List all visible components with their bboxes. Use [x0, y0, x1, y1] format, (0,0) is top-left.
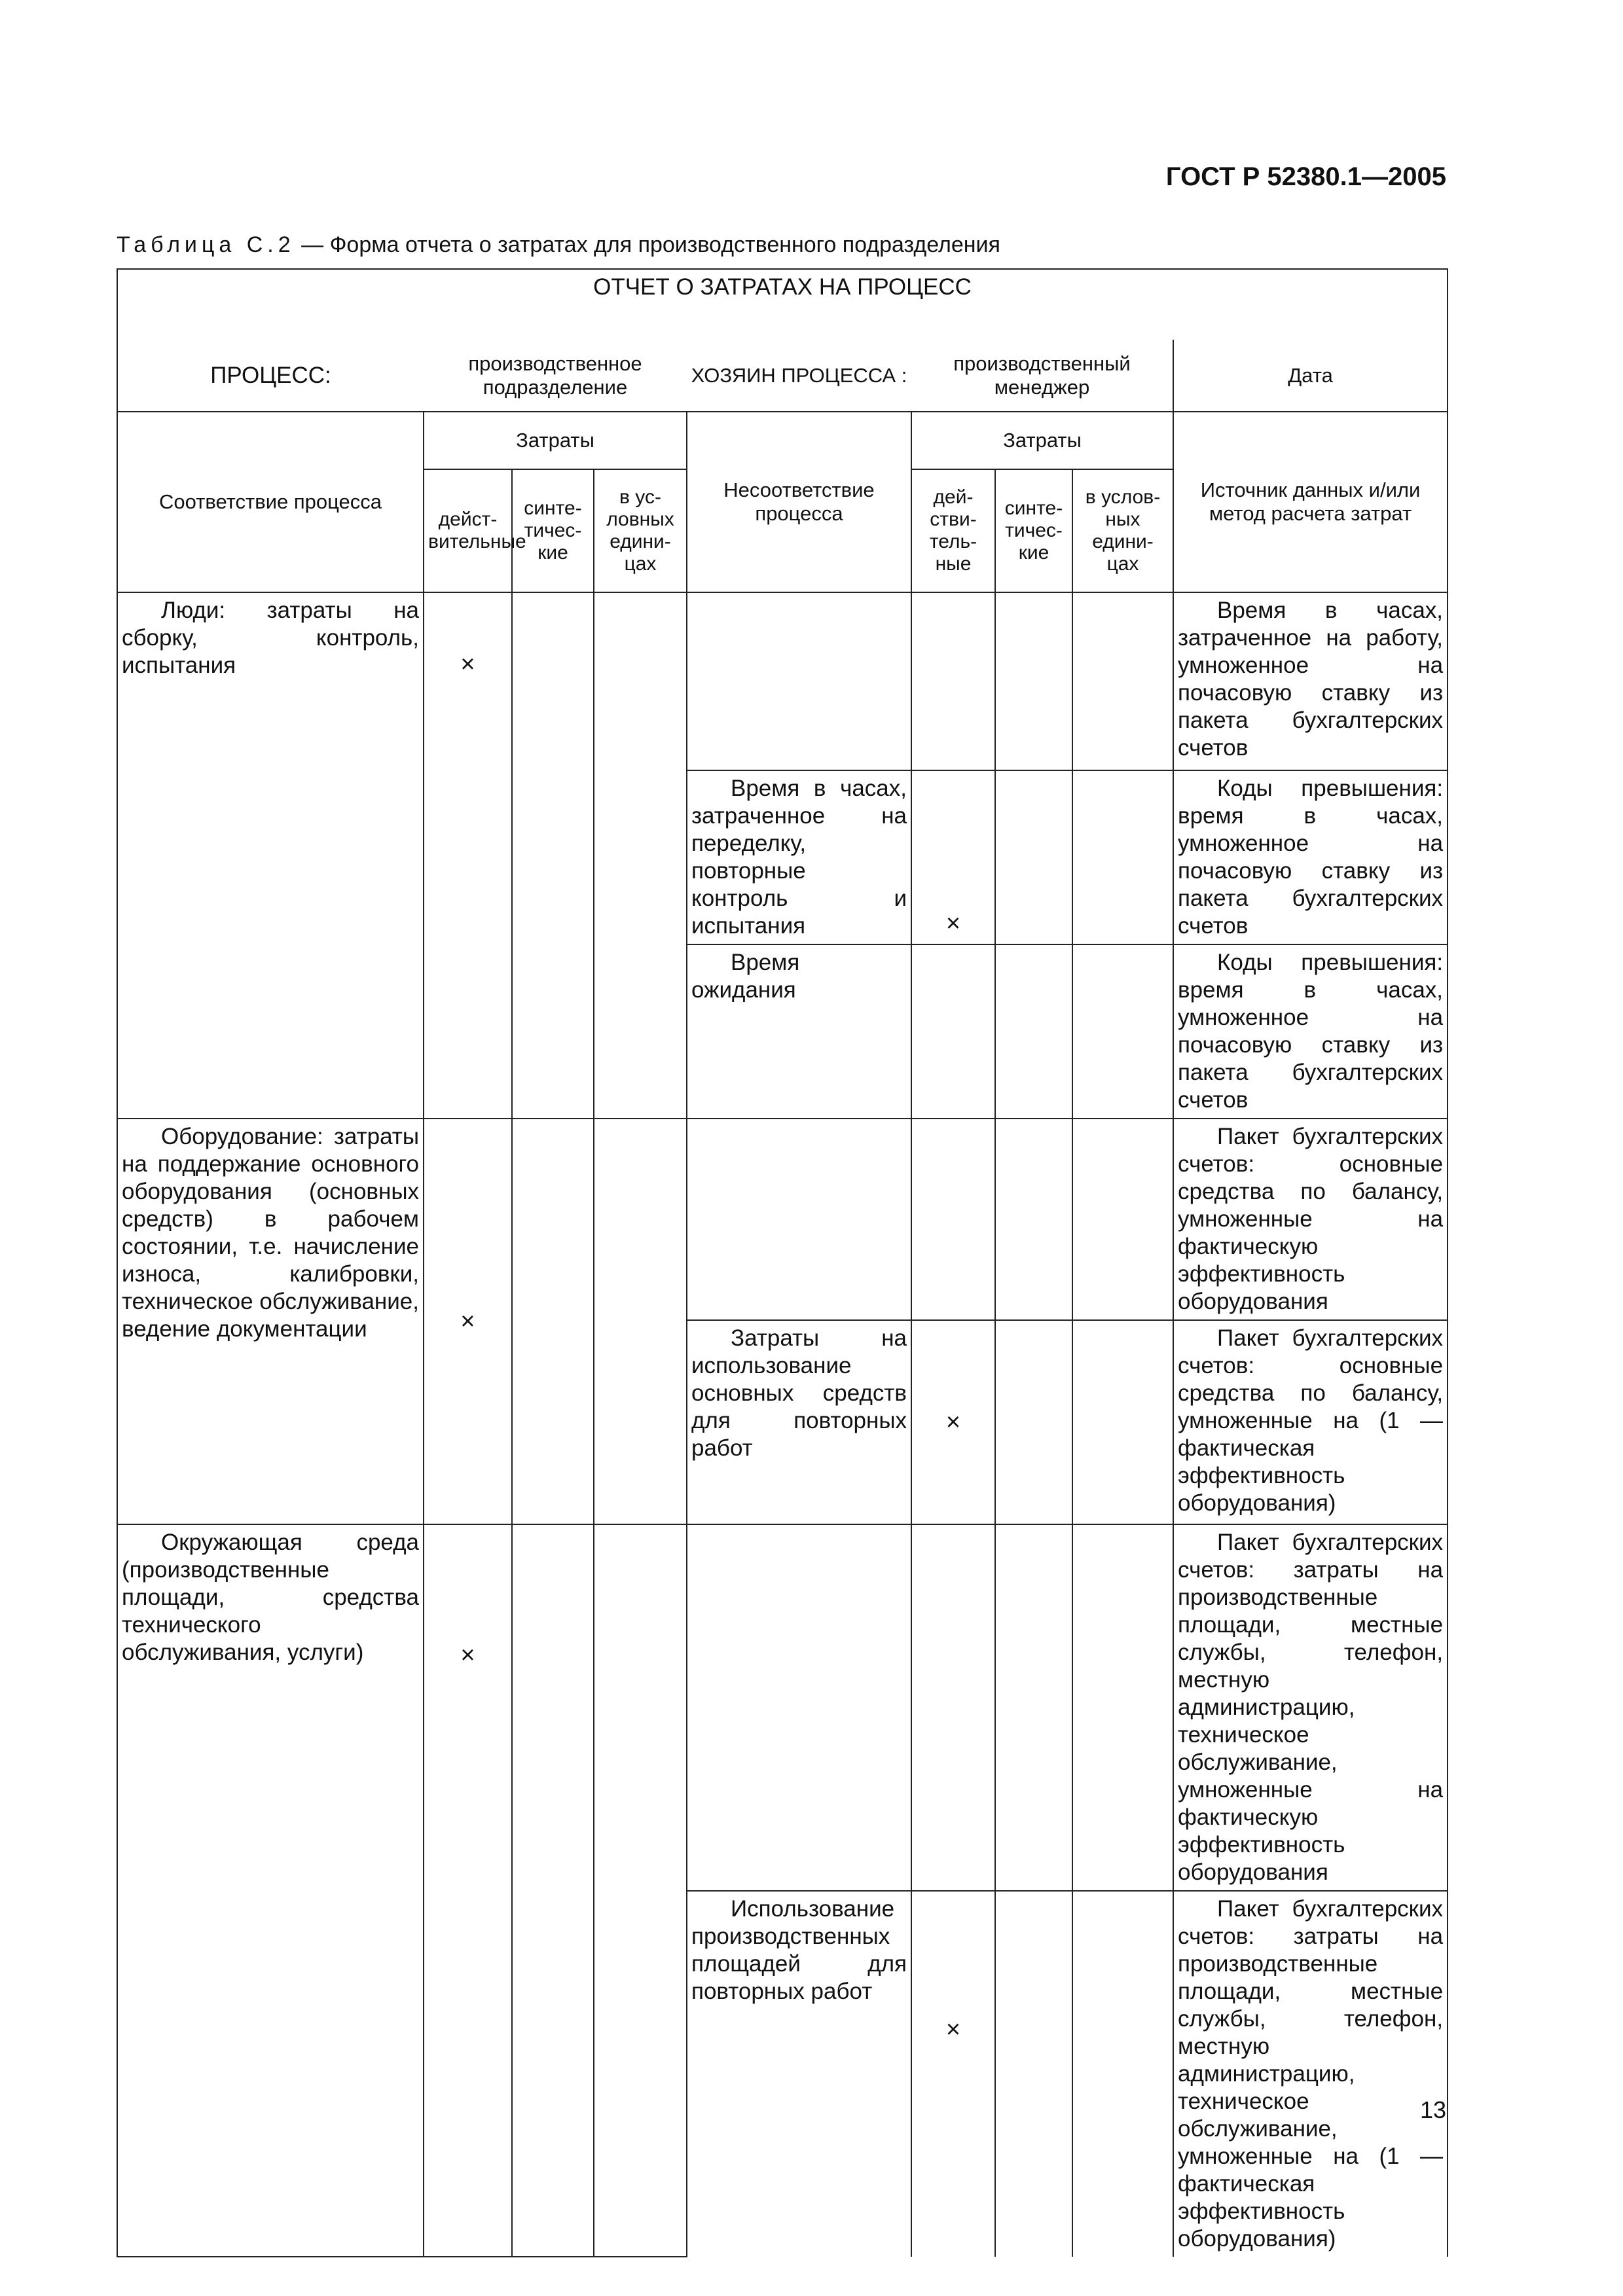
- environment-nonconformance-rework: Использование производственных площадей для повторных работ: [687, 1891, 911, 2257]
- environment-conformance: Окружающая среда (производственные площади, средства технического обслуживания, услуги): [117, 1524, 424, 2257]
- process-label: ПРОЦЕСС:: [117, 340, 424, 412]
- sub-header-synthetic-right: синте-тичес-кие: [995, 469, 1072, 592]
- equipment-nonconformance-rework: Затраты на использование основных средств для повторных работ: [687, 1320, 911, 1524]
- page-number: 13: [1419, 2096, 1446, 2123]
- nonconformance-header: Несоответствие процесса: [687, 412, 911, 592]
- environment-mark: ×: [424, 1524, 512, 2257]
- date-label: Дата: [1173, 340, 1448, 412]
- sub-header-actual-left: дейст-вительные: [424, 469, 512, 592]
- environment-rework-mark: ×: [911, 1891, 995, 2257]
- people-mark: ×: [424, 592, 512, 1119]
- process-value: производственное подразделение: [424, 340, 687, 412]
- conformance-header: Соответствие процесса: [117, 412, 424, 592]
- sub-header-actual-right: дей-стви-тель-ные: [911, 469, 995, 592]
- report-title: ОТЧЕТ О ЗАТРАТАХ НА ПРОЦЕСС: [117, 269, 1448, 340]
- standard-code: ГОСТ Р 52380.1—2005: [1165, 162, 1446, 191]
- sub-header-units-right: в услов-ных едини-цах: [1072, 469, 1173, 592]
- equipment-rework-mark: ×: [911, 1320, 995, 1524]
- people-rework-mark: ×: [911, 770, 995, 944]
- equipment-source-1: Пакет бухгалтерских счетов: основные средства по балансу, умноженные на фактическую эффективность оборудования: [1173, 1119, 1448, 1320]
- table-caption: [117, 232, 1000, 258]
- people-source-1: Время в часах, затраченное на работу, умноженное на почасовую ставку из пакета бухгалтерских счетов: [1173, 592, 1448, 770]
- equipment-conformance: Оборудование: затраты на поддержание основного оборудования (основных средств) в рабочем состоянии, т.е. начисление износа, калибровки, техническое обслуживание, ведение документации: [117, 1119, 424, 1524]
- caption-text: — Форма отчета о затратах для производственного подразделения: [295, 232, 1000, 257]
- equipment-source-2: Пакет бухгалтерских счетов: основные средства по балансу, умноженные на (1 — фактическая эффективность оборудования): [1173, 1320, 1448, 1524]
- people-conformance: Люди: затраты на сборку, контроль, испытания: [117, 592, 424, 1119]
- people-nonconformance-rework: Время в часах, затраченное на переделку, повторные контроль и испытания: [687, 770, 911, 944]
- owner-label: ХОЗЯИН ПРОЦЕССА :: [687, 340, 911, 412]
- source-header: Источник данных и/или метод расчета затрат: [1173, 412, 1448, 592]
- cost-report-table: [117, 268, 1448, 2257]
- sub-header-synthetic-left: синте-тичес-кие: [512, 469, 594, 592]
- owner-value: производственный менеджер: [911, 340, 1173, 412]
- people-nonconformance-wait: Время ожидания: [687, 944, 911, 1119]
- people-source-2: Коды превышения: время в часах, умноженное на почасовую ставку из пакета бухгалтерских счетов: [1173, 770, 1448, 944]
- sub-header-units-left: в ус-ловных едини-цах: [594, 469, 687, 592]
- costs-header-left: Затраты: [424, 412, 687, 469]
- costs-header-right: Затраты: [911, 412, 1173, 469]
- caption-prefix: Таблица С.2: [117, 232, 295, 257]
- environment-source-2: Пакет бухгалтерских счетов: затраты на производственные площади, местные службы, телефон, местную администрацию, техническое обслуживание, умноженные на (1 — фактическая эффективность оборудования): [1173, 1891, 1448, 2257]
- equipment-mark: ×: [424, 1119, 512, 1524]
- environment-source-1: Пакет бухгалтерских счетов: затраты на производственные площади, местные службы, телефон, местную администрацию, техническое обслуживание, умноженные на фактическую эффективность оборудования: [1173, 1524, 1448, 1891]
- people-source-3: Коды превышения: время в часах, умноженное на почасовую ставку из пакета бухгалтерских счетов: [1173, 944, 1448, 1119]
